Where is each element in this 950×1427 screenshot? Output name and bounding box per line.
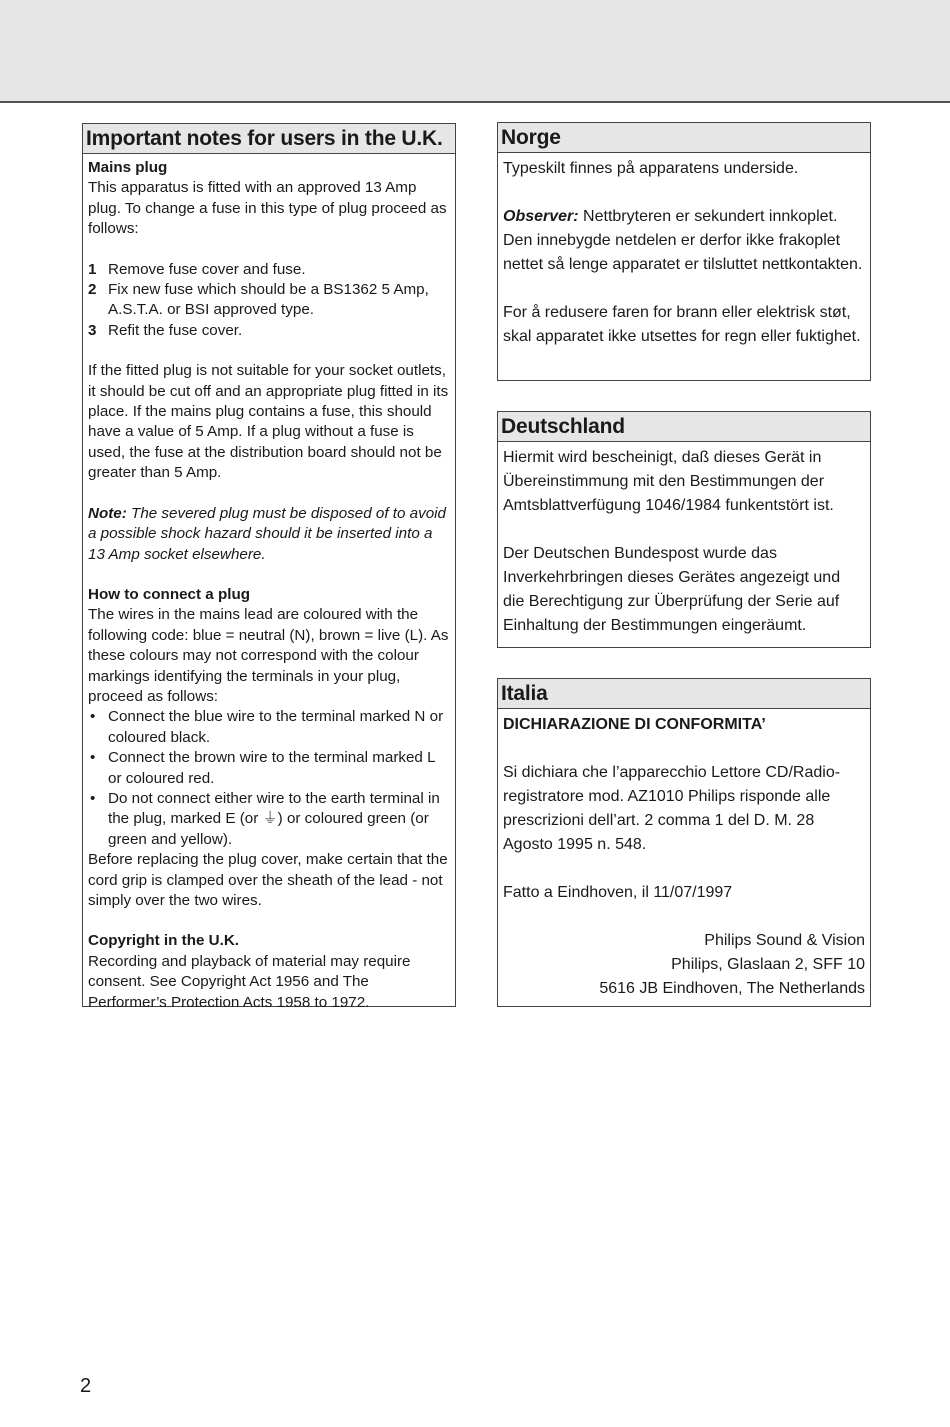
- list-item: 1 Remove fuse cover and fuse.: [88, 260, 306, 278]
- connect-plug-heading: How to connect a plug: [88, 585, 250, 603]
- mains-plug-heading: Mains plug: [88, 159, 168, 176]
- note-text: The severed plug must be disposed of to avoid a possible shock hazard should it be inserted into a 13 Amp socket elsewhere.: [88, 504, 446, 563]
- list-item: • Do not connect either wire to the earth terminal in the plug, marked E (or ⏚) or coloured green (or green and yellow).: [90, 789, 440, 848]
- address-line: 5616 JB Eindhoven, The Netherlands: [599, 980, 865, 997]
- deutschland-para1: Hiermit wird bescheinigt, daß dieses Gerät in Übereinstimmung mit den Bestimmungen der Amtsblattverfügung 1046/1984 funkentstört ist.: [503, 449, 834, 514]
- norge-line1: Typeskilt finnes på apparatens underside.: [503, 160, 799, 177]
- fuse-steps-list: [88, 260, 450, 342]
- bullet-icon: •: [90, 708, 96, 726]
- norge-box: [497, 122, 871, 381]
- deutschland-box: [497, 411, 871, 648]
- italia-heading: DICHIARAZIONE DI CONFORMITA’: [503, 716, 766, 733]
- mains-plug-intro: This apparatus is fitted with an approved 13 Amp plug. To change a fuse in this type of plug proceed as follows:: [88, 179, 447, 238]
- italia-para1: Si dichiara che l’apparecchio Lettore CD/Radio-registratore mod. AZ1010 Philips risponde alle prescrizioni dell’art. 2 comma 1 del D. M. 28 Agosto 1995 n. 548.: [503, 764, 841, 853]
- italia-title: Italia: [498, 679, 870, 709]
- list-item: • Connect the blue wire to the terminal marked N or coloured black.: [90, 708, 444, 746]
- wire-bullets-list: [88, 707, 450, 850]
- observer-text: Nettbryteren er sekundert innkoplet. Den innebygde netdelen er derfor ikke frakoplet nettet så lenge apparatet er tilsluttet nettkontakten.: [503, 208, 863, 273]
- uk-notes-box: [82, 123, 456, 1011]
- list-item: 3 Refit the fuse cover.: [88, 321, 243, 339]
- note-paragraph: [88, 504, 450, 565]
- italia-para2: Fatto a Eindhoven, il 11/07/1997: [503, 884, 733, 901]
- list-item: • Connect the brown wire to the terminal marked L or coloured red.: [90, 749, 435, 787]
- bullet-icon: •: [90, 749, 96, 767]
- norge-title: Norge: [498, 123, 870, 153]
- page-number: 2: [80, 1375, 92, 1397]
- fitted-plug-paragraph: If the fitted plug is not suitable for your socket outlets, it should be cut off and an appropriate plug fitted in its place. If the mains plug contains a fuse, this should have a value of 5 Amp. If a plug without a fuse is used, the fuse at the distribution board should not be greater than 5 Amp.: [88, 362, 449, 482]
- connect-plug-intro: The wires in the mains lead are coloured with the following code: blue = neutral (N), brown = live (L). As these colours may not correspond with the colour markings identifying the terminals in your plug, proceed as follows:: [88, 606, 449, 705]
- deutschland-title: Deutschland: [498, 412, 870, 442]
- copyright-heading: Copyright in the U.K.: [88, 932, 240, 950]
- address-line: Philips, Glaslaan 2, SFF 10: [671, 956, 865, 973]
- header-band: [0, 0, 950, 103]
- deutschland-para2: Der Deutschen Bundespost wurde das Inverkehrbringen dieses Gerätes angezeigt und die Berechtigung zur Überprüfung der Serie auf Einhaltung der Bestimmungen eingeräumt.: [503, 545, 841, 634]
- note-label: Note:: [88, 504, 127, 522]
- norge-para3: For å redusere faren for brann eller elektrisk støt, skal apparatet ikke utsettes for regn eller fuktighet.: [503, 304, 861, 345]
- observer-label: Observer:: [503, 208, 579, 225]
- address-line: Philips Sound & Vision: [704, 932, 865, 949]
- replace-cover-paragraph: Before replacing the plug cover, make certain that the cord grip is clamped over the sheath of the lead - not simply over the two wires.: [88, 851, 448, 909]
- uk-notes-title: Important notes for users in the U.K.: [83, 124, 455, 154]
- norge-observer-paragraph: [503, 205, 865, 277]
- italia-box: [497, 678, 871, 1007]
- list-item: 2 Fix new fuse which should be a BS1362 5 Amp, A.S.T.A. or BSI approved type.: [88, 281, 429, 319]
- copyright-text: Recording and playback of material may require consent. See Copyright Act 1956 and The Performer’s Protection Acts 1958 to 1972.: [88, 952, 411, 1011]
- bullet-icon: •: [90, 789, 96, 807]
